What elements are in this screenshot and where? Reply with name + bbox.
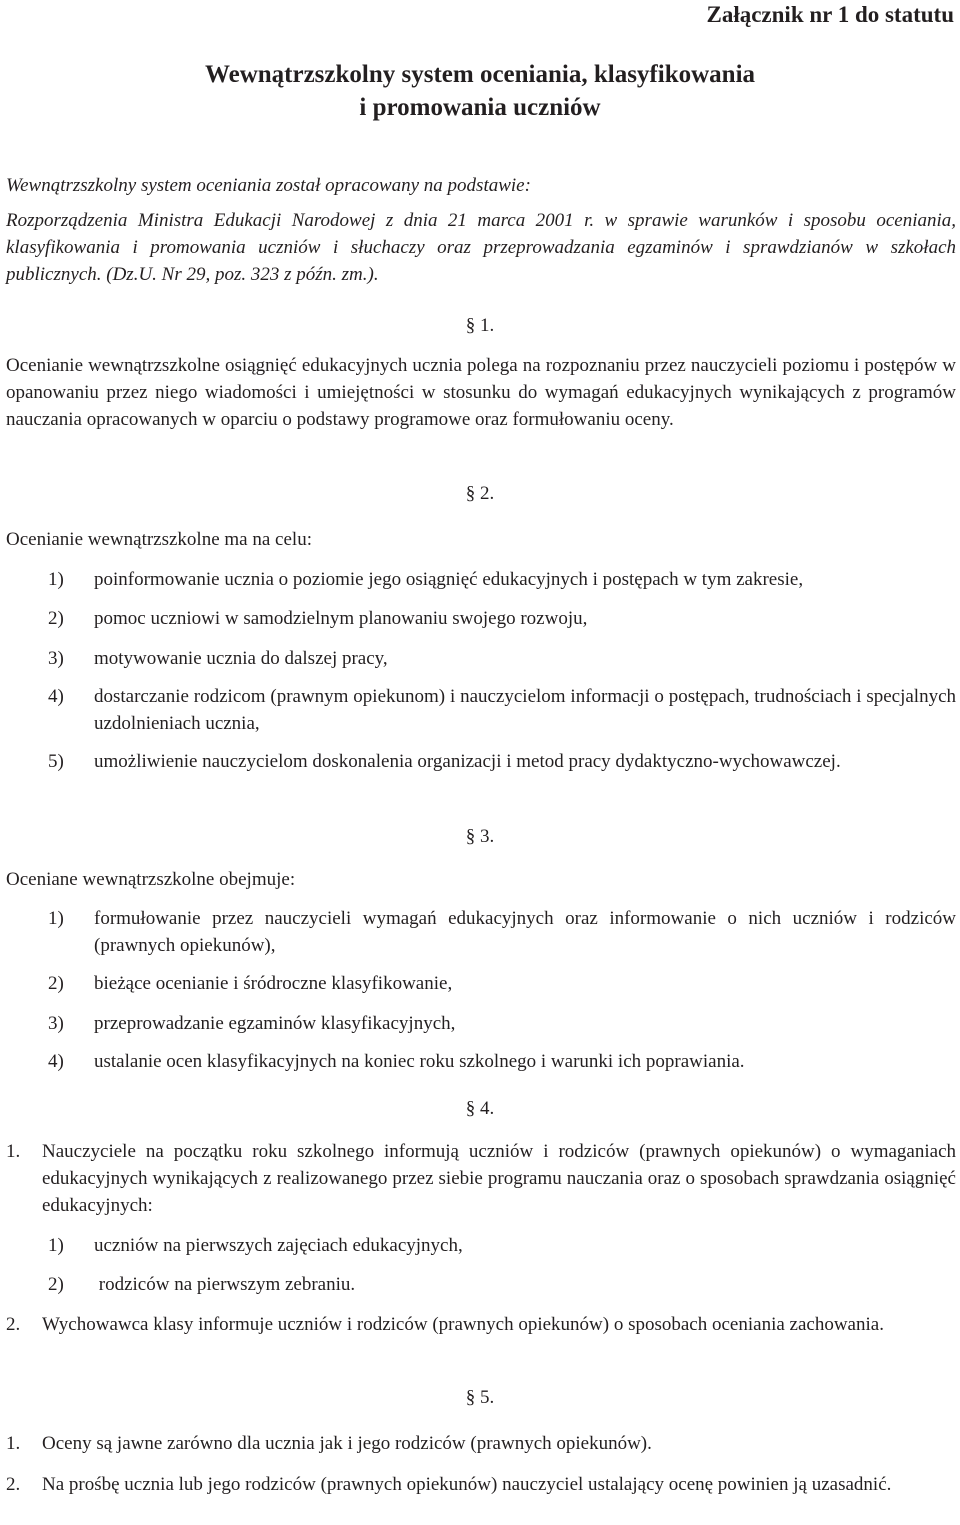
list-item-text: przeprowadzanie egzaminów klasyfikacyjnych, — [94, 1013, 456, 1034]
section-mark-3: § 3. — [465, 826, 495, 847]
section-1-text: Ocenianie wewnątrzszkolne osiągnięć edukacyjnych ucznia polega na rozpoznaniu przez nauczycieli poziomu i postępów w opanowaniu przez niego wiadomości i umiejętności w stosunku do wymagań edukacyjnych wynikających z programów nauczania opracowanych w oparciu o podstawy programowe oraz formułowaniu oceny. — [6, 355, 956, 430]
list-item-text: dostarczanie rodzicom (prawnym opiekunom) i nauczycielom informacji o postępach, trudnościach i specjalnych uzdolnieniach ucznia, — [94, 686, 956, 734]
list-item-number: 1) — [48, 569, 64, 590]
list-item — [48, 905, 956, 959]
list-item — [48, 748, 956, 775]
list-item-text: motywowanie ucznia do dalszej pracy, — [94, 648, 388, 669]
document-title — [0, 58, 960, 124]
list-item — [48, 970, 956, 997]
paragraph-text: Oceny są jawne zarówno dla ucznia jak i jego rodziców (prawnych opiekunów). — [42, 1433, 652, 1454]
title-line-2: i promowania uczniów — [359, 94, 601, 121]
list-item-number: 5) — [48, 751, 64, 772]
list-item-number: 3) — [48, 1013, 64, 1034]
list-item — [48, 1271, 956, 1298]
list-item-text: pomoc uczniowi w samodzielnym planowaniu swojego rozwoju, — [94, 608, 588, 629]
title-line-1: Wewnątrzszkolny system oceniania, klasyfikowania — [204, 61, 756, 88]
list-item — [48, 566, 956, 593]
section-3-lead: Oceniane wewnątrzszkolne obejmuje: — [6, 869, 296, 890]
list-item-number: 1) — [48, 908, 64, 929]
section-2-lead: Ocenianie wewnątrzszkolne ma na celu: — [6, 529, 312, 550]
list-item — [48, 683, 956, 737]
list-item — [48, 645, 956, 672]
paragraph-number: 1. — [6, 1433, 21, 1454]
section-mark-4: § 4. — [465, 1098, 495, 1119]
list-item-text: rodziców na pierwszym zebraniu. — [94, 1274, 356, 1295]
section-mark-5: § 5. — [465, 1387, 495, 1408]
intro-lead: Wewnątrzszkolny system oceniania został opracowany na podstawie: — [6, 175, 531, 196]
list-item-text: formułowanie przez nauczycieli wymagań edukacyjnych oraz informowanie o nich uczniów i rodziców (prawnych opiekunów), — [94, 908, 956, 956]
paragraph-text: Na prośbę ucznia lub jego rodziców (prawnych opiekunów) nauczyciel ustalający ocenę powinien ją uzasadnić. — [42, 1474, 892, 1495]
paragraph-item — [6, 1430, 956, 1457]
paragraph-item — [6, 1138, 956, 1219]
list-item-text: bieżące ocenianie i śródroczne klasyfikowanie, — [94, 973, 453, 994]
list-item-number: 1) — [48, 1235, 64, 1256]
list-item-number: 3) — [48, 648, 64, 669]
section-mark-2: § 2. — [465, 483, 495, 504]
list-item — [48, 605, 956, 632]
paragraph-number: 2. — [6, 1474, 21, 1495]
list-item — [48, 1048, 956, 1075]
paragraph-item — [6, 1311, 956, 1338]
list-item-number: 2) — [48, 608, 64, 629]
list-item-text: ustalanie ocen klasyfikacyjnych na koniec roku szkolnego i warunki ich poprawiania. — [94, 1051, 745, 1072]
list-item-text: umożliwienie nauczycielom doskonalenia organizacji i metod pracy dydaktyczno-wychowawczej. — [94, 751, 841, 772]
annex-label: Załącznik nr 1 do statutu — [706, 2, 954, 27]
list-item-text: poinformowanie ucznia o poziomie jego osiągnięć edukacyjnych i postępach w tym zakresie, — [94, 569, 804, 590]
list-item — [48, 1232, 956, 1259]
list-item — [48, 1010, 956, 1037]
paragraph-item — [6, 1471, 956, 1498]
paragraph-text: Nauczyciele na początku roku szkolnego informują uczniów i rodziców (prawnych opiekunów) o wymaganiach edukacyjnych wynikających z realizowanego przez siebie programu nauczania oraz o sposobach sprawdzania osiągnięć edukacyjnych: — [42, 1141, 956, 1216]
list-item-text: uczniów na pierwszych zajęciach edukacyjnych, — [94, 1235, 463, 1256]
paragraph-number: 2. — [6, 1314, 21, 1335]
list-item-number: 2) — [48, 973, 64, 994]
paragraph-number: 1. — [6, 1141, 21, 1162]
list-item-number: 4) — [48, 686, 64, 707]
section-mark-1: § 1. — [465, 315, 495, 336]
list-item-number: 4) — [48, 1051, 64, 1072]
list-item-number: 2) — [48, 1274, 64, 1295]
paragraph-text: Wychowawca klasy informuje uczniów i rodziców (prawnych opiekunów) o sposobach oceniania zachowania. — [42, 1314, 884, 1335]
regulation-reference: Rozporządzenia Ministra Edukacji Narodowej z dnia 21 marca 2001 r. w sprawie warunków i sposobu oceniania, klasyfikowania i promowania uczniów i słuchaczy oraz przeprowadzania egzaminów i sprawdzianów w szkołach publicznych. (Dz.U. Nr 29, poz. 323 z późn. zm.). — [6, 210, 956, 285]
